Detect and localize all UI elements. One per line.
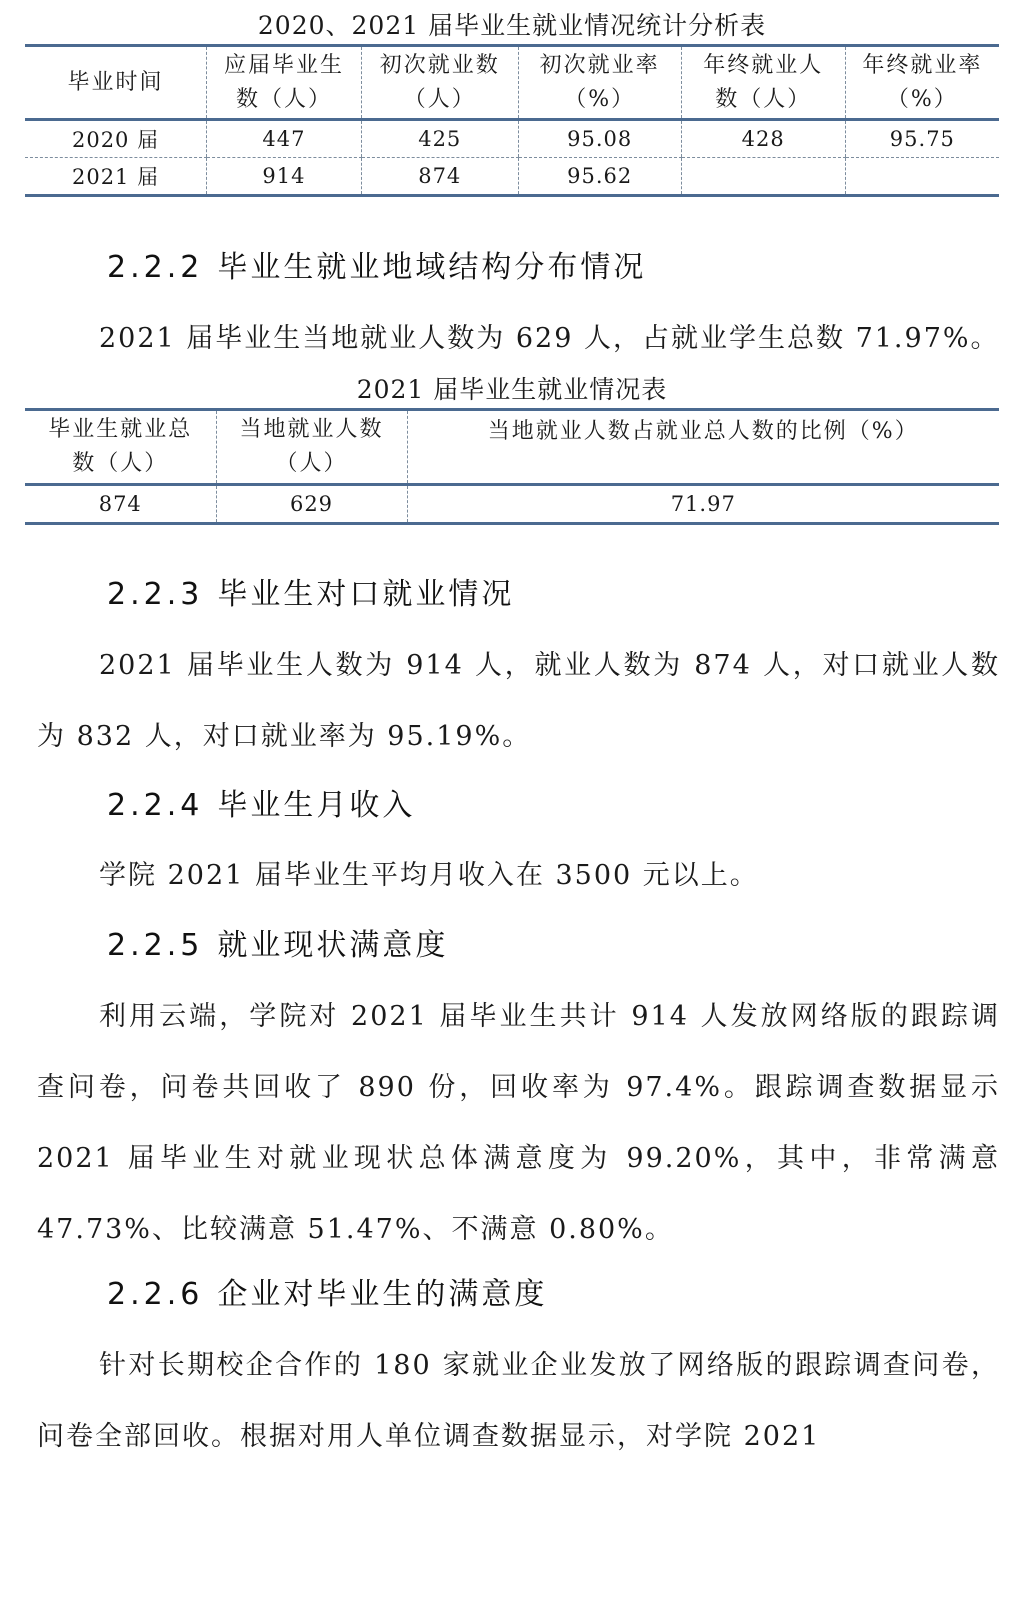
section-number: 2.2.2 [107,250,204,285]
section-number: 2.2.6 [107,1277,204,1312]
table-cell: 428 [681,120,845,158]
section-number: 2.2.3 [107,577,204,612]
table-cell: 95.08 [518,120,681,158]
table-cell: 2021 届 [25,158,207,196]
table2-header-cell: 毕业生就业总 数（人） [25,410,216,485]
table-row [25,485,999,524]
table2-caption: 2021 届毕业生就业情况表 [356,375,668,404]
paragraph-223: 2021 届毕业生人数为 914 人，就业人数为 874 人，对口就业人数为 832 人，对口就业率为 95.19%。 [37,650,1000,752]
table1-header-cell: 初次就业率 （%） [518,46,681,120]
table-cell: 2020 届 [25,120,207,158]
section-heading-222 [107,248,646,288]
table-cell: 447 [207,120,362,158]
section-title: 毕业生月收入 [217,788,416,823]
table-cell: 629 [216,485,407,524]
section-title: 毕业生就业地域结构分布情况 [217,250,647,285]
section-heading-223 [107,575,514,615]
table1-header-cell: 年终就业率 （%） [845,46,999,120]
table-cell: 95.62 [518,158,681,196]
table1-header-cell: 年终就业人 数（人） [681,46,845,120]
table-cell [845,158,999,196]
section-title: 企业对毕业生的满意度 [217,1277,548,1312]
paragraph-225: 利用云端，学院对 2021 届毕业生共计 914 人发放网络版的跟踪调查问卷，问卷共回收了 890 份，回收率为 97.4%。跟踪调查数据显示 2021 届毕业生对就业现状总体满意度为 99.20%，其中，非常满意 47.73%、比较满意 51.47%、不满意 0.80%。 [37,1001,1000,1245]
section-heading-224 [107,786,415,826]
table2-header-cell: 当地就业人数 （人） [216,410,407,485]
table-cell: 874 [361,158,518,196]
section-number: 2.2.5 [107,928,204,963]
table1-employment-stats [25,44,999,197]
paragraph-222: 2021 届毕业生当地就业人数为 629 人，占就业学生总数 71.97%。 [99,323,1000,354]
table-cell: 95.75 [845,120,999,158]
paragraph-226: 针对长期校企合作的 180 家就业企业发放了网络版的跟踪调查问卷，问卷全部回收。根据对用人单位调查数据显示，对学院 2021 [37,1350,1000,1452]
table-cell: 425 [361,120,518,158]
table-cell: 71.97 [407,485,999,524]
table-row [25,120,999,158]
paragraph-224: 学院 2021 届毕业生平均月收入在 3500 元以上。 [99,860,759,891]
table1-caption: 2020、2021 届毕业生就业情况统计分析表 [257,11,767,40]
table1-header-cell: 应届毕业生 数（人） [207,46,362,120]
section-heading-225 [107,926,448,966]
table1-header-cell: 初次就业数 （人） [361,46,518,120]
table-cell [681,158,845,196]
section-heading-226 [107,1275,547,1315]
section-number: 2.2.4 [107,788,204,823]
table-cell: 914 [207,158,362,196]
table2-header-cell: 当地就业人数占就业总人数的比例（%） [407,410,999,485]
section-title: 毕业生对口就业情况 [217,577,515,612]
section-title: 就业现状满意度 [217,928,449,963]
table-cell: 874 [25,485,216,524]
table1-header-cell: 毕业时间 [25,46,207,120]
table-row [25,158,999,196]
table2-local-employment [25,408,999,525]
